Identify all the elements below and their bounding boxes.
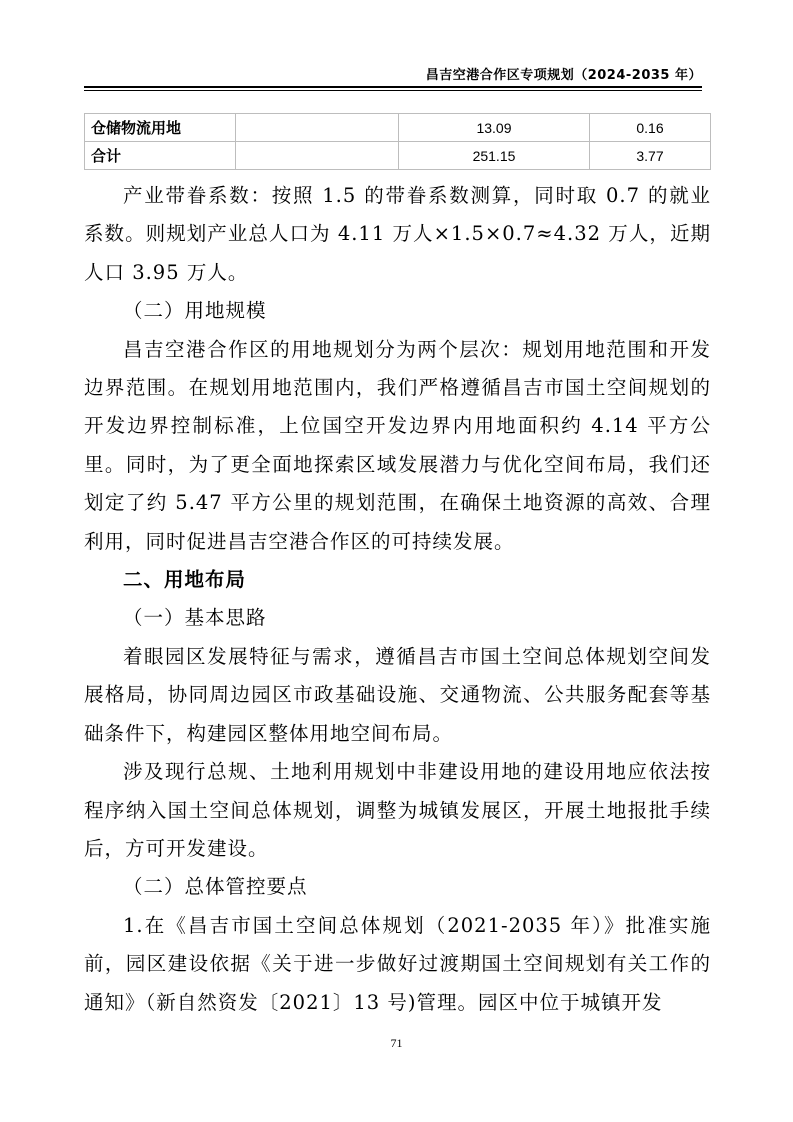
page-number: 71 xyxy=(390,1036,403,1050)
table-cell-value: 0.16 xyxy=(590,114,711,142)
subheading-control-points: （二）总体管控要点 xyxy=(123,875,308,899)
paragraph-control-point-1: 1.在《昌吉市国土空间总体规划（2021-2035 年）》批准实施前，园区建设依据《关于进一步做好过渡期国土空间规划有关工作的通知》（新自然资发〔2021〕13 号)管理。园区中位于城镇开发 xyxy=(84,913,711,1014)
table-cell-value: 3.77 xyxy=(590,142,711,170)
table-cell-blank xyxy=(236,114,399,142)
paragraph-basic-approach: 着眼园区发展特征与需求，遵循昌吉市国土空间总体规划空间发展格局，协同周边园区市政基础设施、交通物流、公共服务配套等基础条件下，构建园区整体用地空间布局。 xyxy=(84,644,711,745)
paragraph-land-scale: 昌吉空港合作区的用地规划分为两个层次：规划用地范围和开发边界范围。在规划用地范围内，我们严格遵循昌吉市国土空间规划的开发边界控制标准，上位国空开发边界内用地面积约 4.14 平方公里。同时，为了更全面地探索区域发展潜力与优化空间布局，我们还划定了约 5.47 平方公里的规划范围，在确保土地资源的高效、合理利用，同时促进昌吉空港合作区的可持续发展。 xyxy=(84,337,711,553)
subheading-land-scale: （二）用地规模 xyxy=(123,299,267,323)
document-body xyxy=(84,177,711,1022)
table-row xyxy=(85,114,711,142)
document-header: 昌吉空港合作区专项规划（2024-2035 年） xyxy=(425,68,702,83)
table-cell-name: 仓储物流用地 xyxy=(85,114,236,142)
table-row xyxy=(85,142,711,170)
header-rule xyxy=(84,86,702,88)
table-cell-value: 251.15 xyxy=(399,142,590,170)
table-cell-value: 13.09 xyxy=(399,114,590,142)
section-heading-layout: 二、用地布局 xyxy=(123,568,247,592)
table-cell-blank xyxy=(236,142,399,170)
subheading-basic-approach: （一）基本思路 xyxy=(123,606,267,630)
header-rule-thin xyxy=(84,90,702,91)
paragraph-population: 产业带眷系数：按照 1.5 的带眷系数测算，同时取 0.7 的就业系数。则规划产业总人口为 4.11 万人×1.5×0.7≈4.32 万人，近期人口 3.95 万人。 xyxy=(84,184,711,284)
paragraph-non-construction-land: 涉及现行总规、土地利用规划中非建设用地的建设用地应依法按程序纳入国土空间总体规划，调整为城镇发展区，开展土地报批手续后，方可开发建设。 xyxy=(84,760,711,860)
land-use-table xyxy=(84,113,711,170)
table-cell-name: 合计 xyxy=(85,142,236,170)
